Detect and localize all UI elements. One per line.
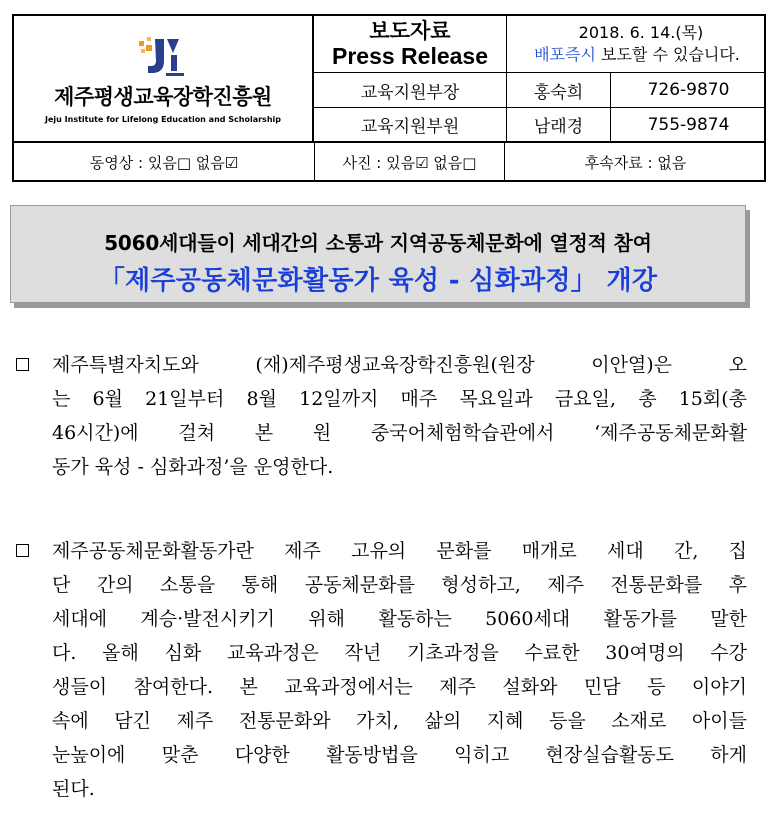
paragraph [12,348,747,484]
paragraph-text [52,534,747,806]
org-name: 제주평생교육장학진흥원 [54,84,272,109]
contact-role: 교육지원부장 [360,82,460,103]
paragraph-line: 된다. [52,778,95,800]
release-date-block [508,16,766,72]
release-highlight: 배포즉시 [534,45,596,64]
paragraph-line: 다. 올해 심화 교육과정은 작년 기초과정을 수료한 30여명의 수강 [52,642,747,664]
contact-phone: 726-9870 [647,80,730,100]
followup-material: 후속자료 : 없음 [584,154,687,172]
doc-type [314,16,506,72]
doc-type-korean: 보도자료 [369,19,451,43]
divider [506,16,507,72]
org-name-english: Jeju Institute for Lifelong Education and Scholarship [45,114,281,124]
contact-name: 홍숙희 [533,82,584,103]
paragraph-text [52,348,747,484]
paragraph-line: 단 간의 소통을 통해 공동체문화를 형성하고, 제주 전통문화를 후 [52,574,747,596]
org-logo-block [14,16,312,142]
paragraph-line: 46시간)에 걸쳐 본 원 중국어체험학습관에서 ‘제주공동체문화활 [52,422,747,444]
contact-phone: 755-9874 [647,114,730,135]
paragraph-line: 동가 육성 - 심화과정’을 운영한다. [52,456,334,478]
release-note [534,44,740,66]
doc-type-english: Press Release [331,43,488,69]
release-date: 2018. 6. 14.(목) [578,23,704,42]
headline-box [10,205,746,303]
press-release-header [12,14,766,182]
org-logo-icon [135,35,191,79]
headline-subtitle: 5060세대들이 세대간의 소통과 지역공동체문화에 열정적 참여 [104,231,652,255]
bullet-box-icon [16,358,29,371]
contact-name: 남래경 [533,117,584,137]
paragraph-line: 세대에 계승·발전시키기 위해 활동하는 5060세대 활동가를 말한 [52,608,747,630]
release-note-text: 보도할 수 있습니다. [595,45,740,64]
paragraph-line: 생들이 참여한다. 본 교육과정에서는 제주 설화와 민담 등 이야기 [52,676,747,698]
paragraph-line: 속에 담긴 제주 전통문화와 가치, 삶의 지혜 등을 소재로 아이들 [52,710,747,732]
video-availability: 동영상 : 있음□ 없음☑ [89,154,239,172]
headline-title: 「제주공동체문화활동가 육성 - 심화과정」 개강 [98,266,658,296]
paragraph-line: 눈높이에 맞춘 다양한 활동방법을 익히고 현장실습활동도 하게 [52,744,747,766]
contact-role: 교육지원부원 [360,117,460,137]
bullet-box-icon [16,544,29,557]
paragraph [12,534,747,806]
paragraph-line: 제주공동체문화활동가란 제주 고유의 문화를 매개로 세대 간, 집 [52,540,747,562]
paragraph-line: 제주특별자치도와 (재)제주평생교육장학진흥원(원장 이안열)은 오 [52,354,747,376]
photo-availability: 사진 : 있음☑ 없음□ [342,154,477,172]
paragraph-line: 는 6월 21일부터 8월 12일까지 매주 목요일과 금요일, 총 15회(총 [52,388,747,410]
